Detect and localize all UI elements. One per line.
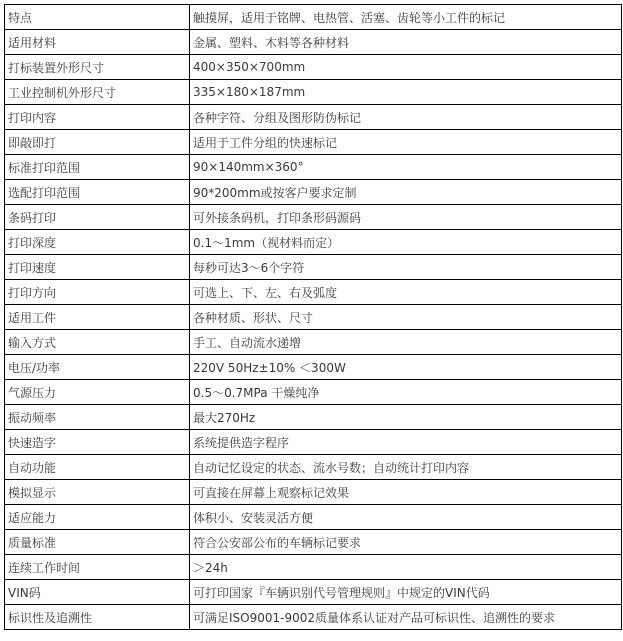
table-row <box>5 305 622 330</box>
spec-value: 可打印国家『车辆识别代号管理规则』中规定的VIN代码 <box>190 580 622 605</box>
spec-label: 气源压力 <box>5 380 190 405</box>
table-row <box>5 30 622 55</box>
spec-value: 体积小、安装灵活方便 <box>190 505 622 530</box>
spec-label: 条码打印 <box>5 205 190 230</box>
table-row <box>5 105 622 130</box>
spec-value: 90×140mm×360° <box>190 155 622 180</box>
table-row <box>5 405 622 430</box>
spec-value: 400×350×700mm <box>190 55 622 80</box>
spec-label: 自动功能 <box>5 455 190 480</box>
spec-label: 打印深度 <box>5 230 190 255</box>
spec-label: 即敲即打 <box>5 130 190 155</box>
table-row <box>5 580 622 605</box>
spec-value: 0.5～0.7MPa 干燥纯净 <box>190 380 622 405</box>
table-row <box>5 55 622 80</box>
spec-value: 90*200mm或按客户要求定制 <box>190 180 622 205</box>
spec-value: 适用于工件分组的快速标记 <box>190 130 622 155</box>
table-row <box>5 155 622 180</box>
table-row <box>5 505 622 530</box>
spec-label: 打印速度 <box>5 255 190 280</box>
table-row <box>5 530 622 555</box>
spec-label: 适应能力 <box>5 505 190 530</box>
spec-value: 每秒可达3～6个字符 <box>190 255 622 280</box>
spec-value: 0.1～1mm（视材料而定） <box>190 230 622 255</box>
spec-label: 打印内容 <box>5 105 190 130</box>
spec-label: 输入方式 <box>5 330 190 355</box>
spec-value: 自动记忆设定的状态、流水号数；自动统计打印内容 <box>190 455 622 480</box>
table-row <box>5 230 622 255</box>
spec-label: 连续工作时间 <box>5 555 190 580</box>
table-row <box>5 605 622 630</box>
spec-value: 335×180×187mm <box>190 80 622 105</box>
spec-value: ＞24h <box>190 555 622 580</box>
spec-table <box>4 4 622 630</box>
spec-label: 打标装置外形尺寸 <box>5 55 190 80</box>
table-row <box>5 180 622 205</box>
table-row <box>5 330 622 355</box>
spec-value: 各种字符、分组及图形防伪标记 <box>190 105 622 130</box>
table-row <box>5 205 622 230</box>
table-row <box>5 255 622 280</box>
spec-label: 电压/功率 <box>5 355 190 380</box>
spec-label: 模拟显示 <box>5 480 190 505</box>
spec-value: 各种材质、形状、尺寸 <box>190 305 622 330</box>
spec-label: 标准打印范围 <box>5 155 190 180</box>
spec-label: 质量标准 <box>5 530 190 555</box>
spec-label: 标识性及追溯性 <box>5 605 190 630</box>
table-row <box>5 130 622 155</box>
spec-label: 快速造字 <box>5 430 190 455</box>
spec-label: 工业控制机外形尺寸 <box>5 80 190 105</box>
table-row <box>5 430 622 455</box>
spec-label: 打印方向 <box>5 280 190 305</box>
table-row <box>5 555 622 580</box>
spec-value: 可满足ISO9001-9002质量体系认证对产品可标识性、追溯性的要求 <box>190 605 622 630</box>
spec-value: 可选上、下、左、右及弧度 <box>190 280 622 305</box>
table-row <box>5 455 622 480</box>
spec-label: VIN码 <box>5 580 190 605</box>
spec-value: 可外接条码机，打印条形码源码 <box>190 205 622 230</box>
table-row <box>5 480 622 505</box>
table-row <box>5 355 622 380</box>
spec-label: 适用材料 <box>5 30 190 55</box>
spec-label: 特点 <box>5 5 190 30</box>
spec-value: 触摸屏，适用于铭牌、电热管、活塞、齿轮等小工件的标记 <box>190 5 622 30</box>
spec-value: 220V 50Hz±10% ＜300W <box>190 355 622 380</box>
spec-value: 符合公安部公布的车辆标记要求 <box>190 530 622 555</box>
spec-value: 系统提供造字程序 <box>190 430 622 455</box>
spec-value: 最大270Hz <box>190 405 622 430</box>
table-row <box>5 380 622 405</box>
spec-label: 振动频率 <box>5 405 190 430</box>
page <box>0 4 623 641</box>
spec-value: 金属、塑料、木料等各种材料 <box>190 30 622 55</box>
spec-label: 适用工件 <box>5 305 190 330</box>
spec-value: 手工、自动流水递增 <box>190 330 622 355</box>
spec-value: 可直接在屏幕上观察标记效果 <box>190 480 622 505</box>
spec-table-body <box>5 5 622 630</box>
spec-label: 选配打印范围 <box>5 180 190 205</box>
table-row <box>5 280 622 305</box>
table-row <box>5 80 622 105</box>
table-row <box>5 5 622 30</box>
